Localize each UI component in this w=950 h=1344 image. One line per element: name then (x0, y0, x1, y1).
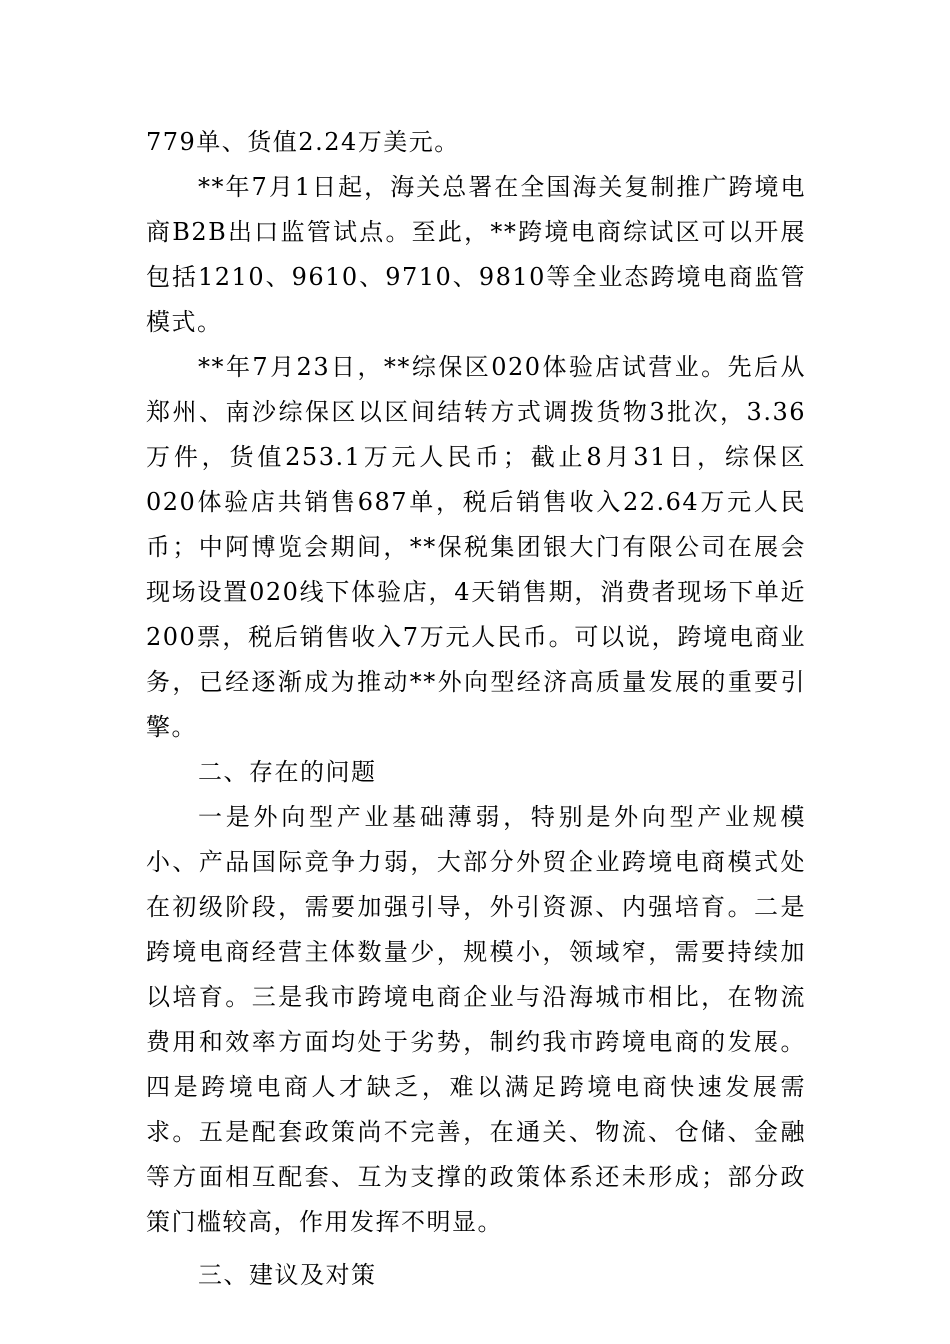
paragraph-continuation: 779单、货值2.24万美元。 (146, 128, 460, 156)
section-heading-problems: 二、存在的问题 (198, 758, 377, 786)
paragraph-customs-pilot: **年7月1日起，海关总署在全国海关复制推广跨境电商B2B出口监管试点。至此，**跨境电商综试区可以开展包括1210、9610、9710、9810等全业态跨境电商监管模式。 (146, 173, 806, 336)
paragraph-problems: 一是外向型产业基础薄弱，特别是外向型产业规模小、产品国际竞争力弱，大部分外贸企业跨境电商模式处在初级阶段，需要加强引导，外引资源、内强培育。二是跨境电商经营主体数量少，规模小，领域窄，需要持续加以培育。三是我市跨境电商企业与沿海城市相比，在物流费用和效率方面均处于劣势，制约我市跨境电商的发展。四是跨境电商人才缺乏，难以满足跨境电商快速发展需求。五是配套政策尚不完善，在通关、物流、仓储、金融等方面相互配套、互为支撑的政策体系还未形成；部分政策门槛较高，作用发挥不明显。 (146, 803, 806, 1236)
document-body (146, 120, 806, 1298)
section-heading-suggestions: 三、建议及对策 (198, 1261, 377, 1289)
paragraph-experience-store: **年7月23日，**综保区020体验店试营业。先后从郑州、南沙综保区以区间结转方式调拨货物3批次，3.36万件，货值253.1万元人民币；截止8月31日，综保区020体验店共销售687单，税后销售收入22.64万元人民币；中阿博览会期间，**保税集团银大门有限公司在展会现场设置020线下体验店，4天销售期，消费者现场下单近200票，税后销售收入7万元人民币。可以说，跨境电商业务，已经逐渐成为推动**外向型经济高质量发展的重要引擎。 (146, 353, 806, 741)
